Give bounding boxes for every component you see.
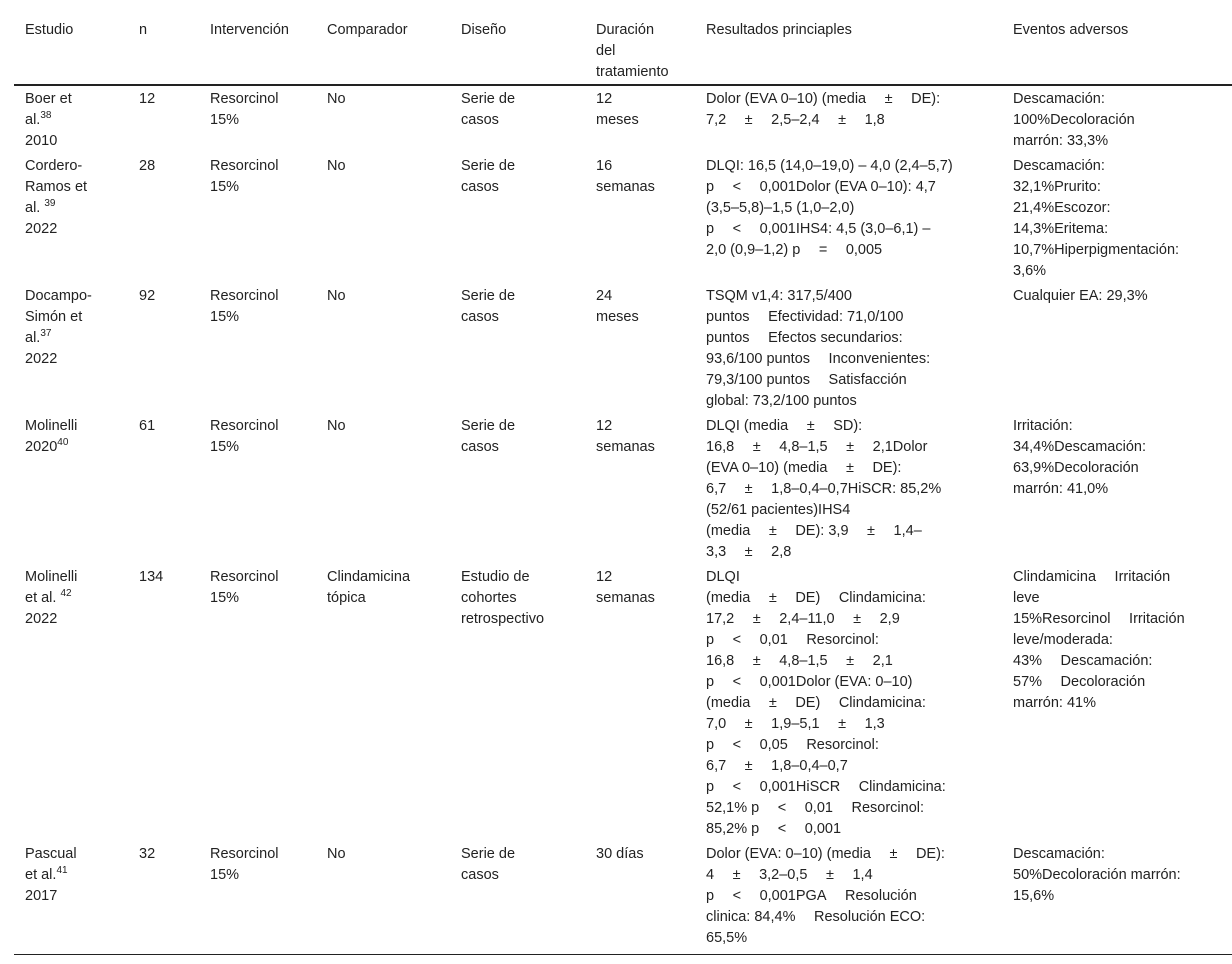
cell-study (14, 844, 128, 955)
cell-design: Serie de casos (461, 288, 516, 325)
study-year: 2022 (25, 611, 58, 627)
cell-results: DLQI (media ± DE) Clindamicina: 17,2 ± 2,4–11,0 ± 2,9 p < 0,01 Resorcinol: 16,8 ± 4,8–1,5 ± 2,1 p < 0,001Dolor (EVA: 0–10) (media ± DE) Clindamicina: 7,0 ± 1,9–5,1 ± 1,3 p < 0,05 Resorcinol: 6,7 ± 1,8–0,4–0,7 p < 0,001HiSCR Clindamicina: 52,1% p < 0,01 Resorcinol: 85,2% p < 0,001 (706, 569, 946, 837)
table-row (14, 286, 1232, 416)
cell-study (14, 286, 128, 416)
cell-results: Dolor (EVA: 0–10) (media ± DE): 4 ± 3,2–0,5 ± 1,4 p < 0,001PGA Resolución clinica: 84,4% Resolución ECO: 65,5% (706, 846, 945, 946)
cell-n: 92 (139, 288, 156, 304)
study-name: Molinelli et al. (25, 569, 78, 606)
reference-number: 39 (44, 198, 56, 210)
cell-n: 32 (139, 846, 156, 862)
header-resultados: Resultados princiaples (706, 22, 852, 38)
cell-study (14, 416, 128, 567)
cell-study (14, 85, 128, 156)
cell-adverse-events: Irritación: 34,4%Descamación: 63,9%Decoloración marrón: 41,0% (1013, 418, 1146, 497)
cell-comparator: No (327, 418, 346, 434)
cell-design: Serie de casos (461, 158, 516, 195)
cell-intervention: Resorcinol 15% (210, 288, 279, 325)
cell-results: DLQI (media ± SD): 16,8 ± 4,8–1,5 ± 2,1Dolor (EVA 0–10) (media ± DE): 6,7 ± 1,8–0,4–0,7HiSCR: 85,2% (52/61 pacientes)IHS4 (media ± DE): 3,9 ± 1,4– 3,3 ± 2,8 (706, 418, 942, 560)
study-name: Boer et al. (25, 91, 72, 128)
cell-duration: 12 semanas (596, 418, 655, 455)
cell-n: 28 (139, 158, 156, 174)
cell-comparator: Clindamicina tópica (327, 569, 411, 606)
study-name: Molinelli 2020 (25, 418, 78, 455)
cell-n: 134 (139, 569, 164, 585)
cell-results: DLQI: 16,5 (14,0–19,0) – 4,0 (2,4–5,7) p < 0,001Dolor (EVA 0–10): 4,7 (3,5–5,8)–1,5 (1,0–2,0) p < 0,001IHS4: 4,5 (3,0–6,1) – 2,0 (0,9–1,2) p = 0,005 (706, 158, 953, 258)
cell-intervention: Resorcinol 15% (210, 91, 279, 128)
header-n: n (139, 22, 148, 38)
cell-comparator: No (327, 91, 346, 107)
study-year: 2017 (25, 888, 58, 904)
header-duracion: Duración del tratamiento (596, 22, 669, 80)
cell-intervention: Resorcinol 15% (210, 569, 279, 606)
cell-design: Serie de casos (461, 418, 516, 455)
cell-results: Dolor (EVA 0–10) (media ± DE): 7,2 ± 2,5–2,4 ± 1,8 (706, 91, 941, 128)
reference-number: 41 (56, 865, 68, 877)
reference-number: 40 (57, 437, 69, 449)
cell-duration: 12 semanas (596, 569, 655, 606)
cell-intervention: Resorcinol 15% (210, 418, 279, 455)
cell-comparator: No (327, 288, 346, 304)
reference-number: 38 (40, 110, 52, 122)
table-row (14, 567, 1232, 844)
cell-adverse-events: Descamación: 100%Decoloración marrón: 33,3% (1013, 91, 1135, 149)
header-diseno: Diseño (461, 22, 507, 38)
cell-design: Serie de casos (461, 846, 516, 883)
table-row (14, 416, 1232, 567)
cell-study (14, 567, 128, 844)
table-container (14, 14, 1232, 955)
header-eventos-adversos: Eventos adversos (1013, 22, 1129, 38)
table-row (14, 85, 1232, 156)
cell-adverse-events: Descamación: 32,1%Prurito: 21,4%Escozor: 14,3%Eritema: 10,7%Hiperpigmentación: 3,6% (1013, 158, 1180, 279)
cell-n: 12 (139, 91, 156, 107)
study-name: Pascual et al. (25, 846, 77, 883)
cell-comparator: No (327, 158, 346, 174)
cell-adverse-events: Descamación: 50%Decoloración marrón: 15,6% (1013, 846, 1181, 904)
cell-study (14, 156, 128, 286)
cell-comparator: No (327, 846, 346, 862)
cell-n: 61 (139, 418, 156, 434)
cell-design: Estudio de cohortes retrospectivo (461, 569, 545, 627)
cell-results: TSQM v1,4: 317,5/400 puntos Efectividad: 71,0/100 puntos Efectos secundarios: 93,6/100 puntos Inconvenientes: 79,3/100 puntos Satisfacción global: 73,2/100 puntos (706, 288, 931, 409)
header-estudio: Estudio (25, 22, 74, 38)
study-name: Cordero- Ramos et al. (25, 158, 88, 216)
header-comparador: Comparador (327, 22, 408, 38)
cell-duration: 12 meses (596, 91, 639, 128)
header-intervencion: Intervención (210, 22, 289, 38)
cell-duration: 24 meses (596, 288, 639, 325)
cell-adverse-events: Cualquier EA: 29,3% (1013, 288, 1148, 304)
header-row (14, 14, 1232, 85)
study-name: Docampo- Simón et al. (25, 288, 92, 346)
reference-number: 42 (60, 588, 72, 600)
study-year: 2010 (25, 133, 58, 149)
study-year: 2022 (25, 221, 58, 237)
table-row (14, 844, 1232, 955)
cell-design: Serie de casos (461, 91, 516, 128)
cell-intervention: Resorcinol 15% (210, 846, 279, 883)
cell-duration: 16 semanas (596, 158, 655, 195)
cell-adverse-events: Clindamicina Irritación leve 15%Resorcinol Irritación leve/moderada: 43% Descamación: 57% Decoloración marrón: 41% (1013, 569, 1185, 711)
cell-intervention: Resorcinol 15% (210, 158, 279, 195)
table-row (14, 156, 1232, 286)
studies-table (14, 14, 1232, 955)
reference-number: 37 (40, 328, 52, 340)
study-year: 2022 (25, 351, 58, 367)
cell-duration: 30 días (596, 846, 644, 862)
